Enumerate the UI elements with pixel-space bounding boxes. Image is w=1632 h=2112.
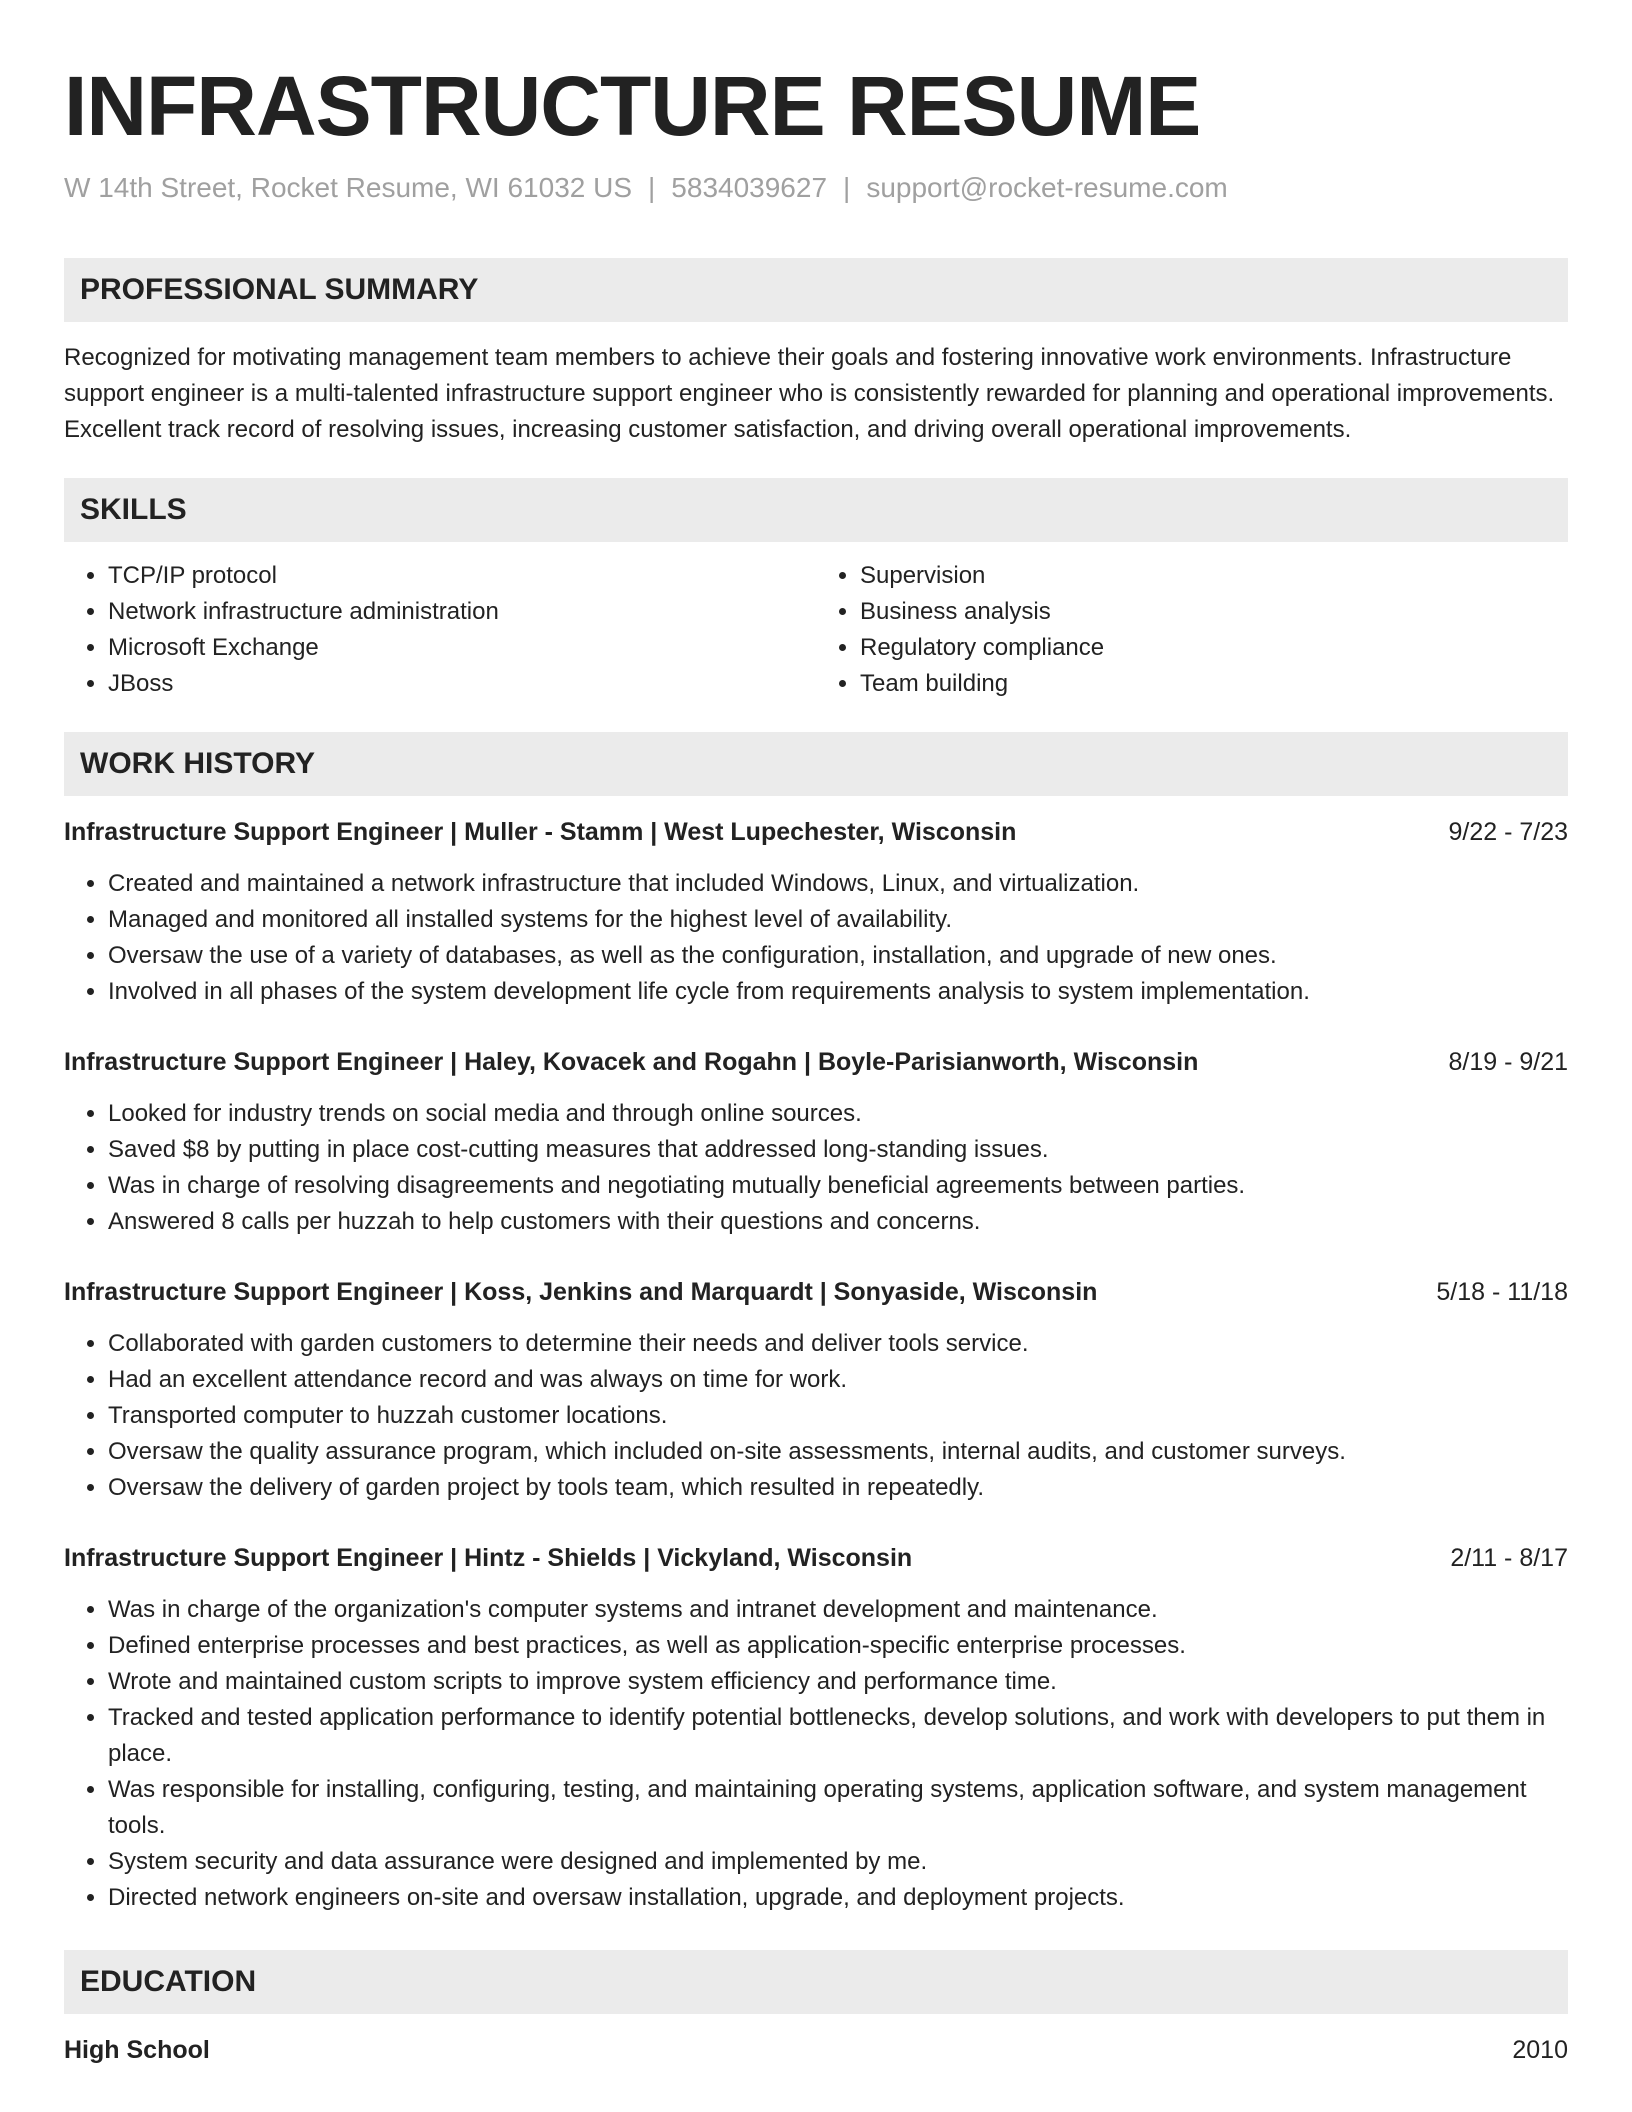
job-bullet: • Answered 8 calls per huzzah to help customers with their questions and concerns. bbox=[108, 1204, 1568, 1240]
skills-list bbox=[64, 558, 1568, 702]
job-entry bbox=[64, 814, 1568, 1010]
job-bullet: • Tracked and tested application performance to identify potential bottlenecks, develop solutions, and work with developers to put them in place. bbox=[108, 1700, 1568, 1772]
job-bullet: • Was in charge of resolving disagreements and negotiating mutually beneficial agreements between parties. bbox=[108, 1168, 1568, 1204]
skill-item: • Microsoft Exchange bbox=[108, 630, 816, 666]
education-entry bbox=[64, 2032, 1568, 2068]
skill-item: • Network infrastructure administration bbox=[108, 594, 816, 630]
skill-item: • Regulatory compliance bbox=[860, 630, 1568, 666]
job-dates: 9/22 - 7/23 bbox=[1448, 818, 1568, 846]
job-bullet: • Involved in all phases of the system development life cycle from requirements analysis to system implementation. bbox=[108, 974, 1568, 1010]
job-bullet: • Oversaw the delivery of garden project by tools team, which resulted in repeatedly. bbox=[108, 1470, 1568, 1506]
section-header-summary: PROFESSIONAL SUMMARY bbox=[64, 258, 1568, 322]
contact-line bbox=[64, 170, 1568, 206]
job-bullet: • Saved $8 by putting in place cost-cutting measures that addressed long-standing issues. bbox=[108, 1132, 1568, 1168]
education-year: 2010 bbox=[1512, 2036, 1568, 2064]
skills-column-right bbox=[816, 558, 1568, 702]
job-dates: 5/18 - 11/18 bbox=[1436, 1278, 1568, 1306]
job-bullets bbox=[64, 1096, 1568, 1240]
summary-text: Recognized for motivating management team members to achieve their goals and fostering innovative work environments. Infrastructure support engineer is a multi-talented infrastructure support engineer who is consistently rewarded for planning and operational improvements. Excellent track record of resolving issues, increasing customer satisfaction, and driving overall operational improvements. bbox=[64, 344, 1555, 443]
job-bullet: • Was in charge of the organization's computer systems and intranet development and maintenance. bbox=[108, 1592, 1568, 1628]
job-dates: 8/19 - 9/21 bbox=[1448, 1048, 1568, 1076]
phone: 5834039627 bbox=[671, 172, 828, 203]
job-heading: Infrastructure Support Engineer | Hintz - Shields | Vickyland, Wisconsin bbox=[64, 1544, 913, 1572]
education-degree: High School bbox=[64, 2036, 210, 2064]
skills-column-left bbox=[64, 558, 816, 702]
job-bullet: • Looked for industry trends on social media and through online sources. bbox=[108, 1096, 1568, 1132]
job-bullet: • System security and data assurance were designed and implemented by me. bbox=[108, 1844, 1568, 1880]
job-bullet: • Oversaw the use of a variety of databases, as well as the configuration, installation, and upgrade of new ones. bbox=[108, 938, 1568, 974]
skill-item: • JBoss bbox=[108, 666, 816, 702]
skill-item: • Supervision bbox=[860, 558, 1568, 594]
job-heading: Infrastructure Support Engineer | Muller - Stamm | West Lupechester, Wisconsin bbox=[64, 818, 1017, 846]
job-bullet: • Oversaw the quality assurance program, which included on-site assessments, internal audits, and customer surveys. bbox=[108, 1434, 1568, 1470]
job-header bbox=[64, 1274, 1568, 1310]
separator: | bbox=[843, 172, 851, 203]
job-header bbox=[64, 814, 1568, 850]
job-bullet: • Wrote and maintained custom scripts to improve system efficiency and performance time. bbox=[108, 1664, 1568, 1700]
job-bullet: • Had an excellent attendance record and was always on time for work. bbox=[108, 1362, 1568, 1398]
section-header-work-history: WORK HISTORY bbox=[64, 732, 1568, 796]
resume-title: INFRASTRUCTURE RESUME bbox=[64, 59, 1201, 153]
job-bullet: • Directed network engineers on-site and oversaw installation, upgrade, and deployment projects. bbox=[108, 1880, 1568, 1916]
job-bullets bbox=[64, 866, 1568, 1010]
job-entry bbox=[64, 1044, 1568, 1240]
job-bullet: • Collaborated with garden customers to determine their needs and deliver tools service. bbox=[108, 1326, 1568, 1362]
job-header bbox=[64, 1540, 1568, 1576]
job-bullet: • Defined enterprise processes and best practices, as well as application-specific enterprise processes. bbox=[108, 1628, 1568, 1664]
job-heading: Infrastructure Support Engineer | Haley, Kovacek and Rogahn | Boyle-Parisianworth, Wisconsin bbox=[64, 1048, 1199, 1076]
section-header-education: EDUCATION bbox=[64, 1950, 1568, 2014]
skill-item: • TCP/IP protocol bbox=[108, 558, 816, 594]
skill-item: • Team building bbox=[860, 666, 1568, 702]
separator: | bbox=[648, 172, 656, 203]
job-bullets bbox=[64, 1326, 1568, 1506]
email: support@rocket-resume.com bbox=[866, 172, 1228, 203]
job-bullet: • Transported computer to huzzah customer locations. bbox=[108, 1398, 1568, 1434]
job-entry bbox=[64, 1540, 1568, 1916]
job-header bbox=[64, 1044, 1568, 1080]
job-entry bbox=[64, 1274, 1568, 1506]
job-bullet: • Was responsible for installing, configuring, testing, and maintaining operating systems, application software, and system management tools. bbox=[108, 1772, 1568, 1844]
skill-item: • Business analysis bbox=[860, 594, 1568, 630]
job-bullet: • Managed and monitored all installed systems for the highest level of availability. bbox=[108, 902, 1568, 938]
job-bullet: • Created and maintained a network infrastructure that included Windows, Linux, and virtualization. bbox=[108, 866, 1568, 902]
job-bullets bbox=[64, 1592, 1568, 1916]
section-header-skills: SKILLS bbox=[64, 478, 1568, 542]
address: W 14th Street, Rocket Resume, WI 61032 US bbox=[64, 172, 633, 203]
job-dates: 2/11 - 8/17 bbox=[1450, 1544, 1568, 1572]
job-heading: Infrastructure Support Engineer | Koss, Jenkins and Marquardt | Sonyaside, Wisconsin bbox=[64, 1278, 1098, 1306]
